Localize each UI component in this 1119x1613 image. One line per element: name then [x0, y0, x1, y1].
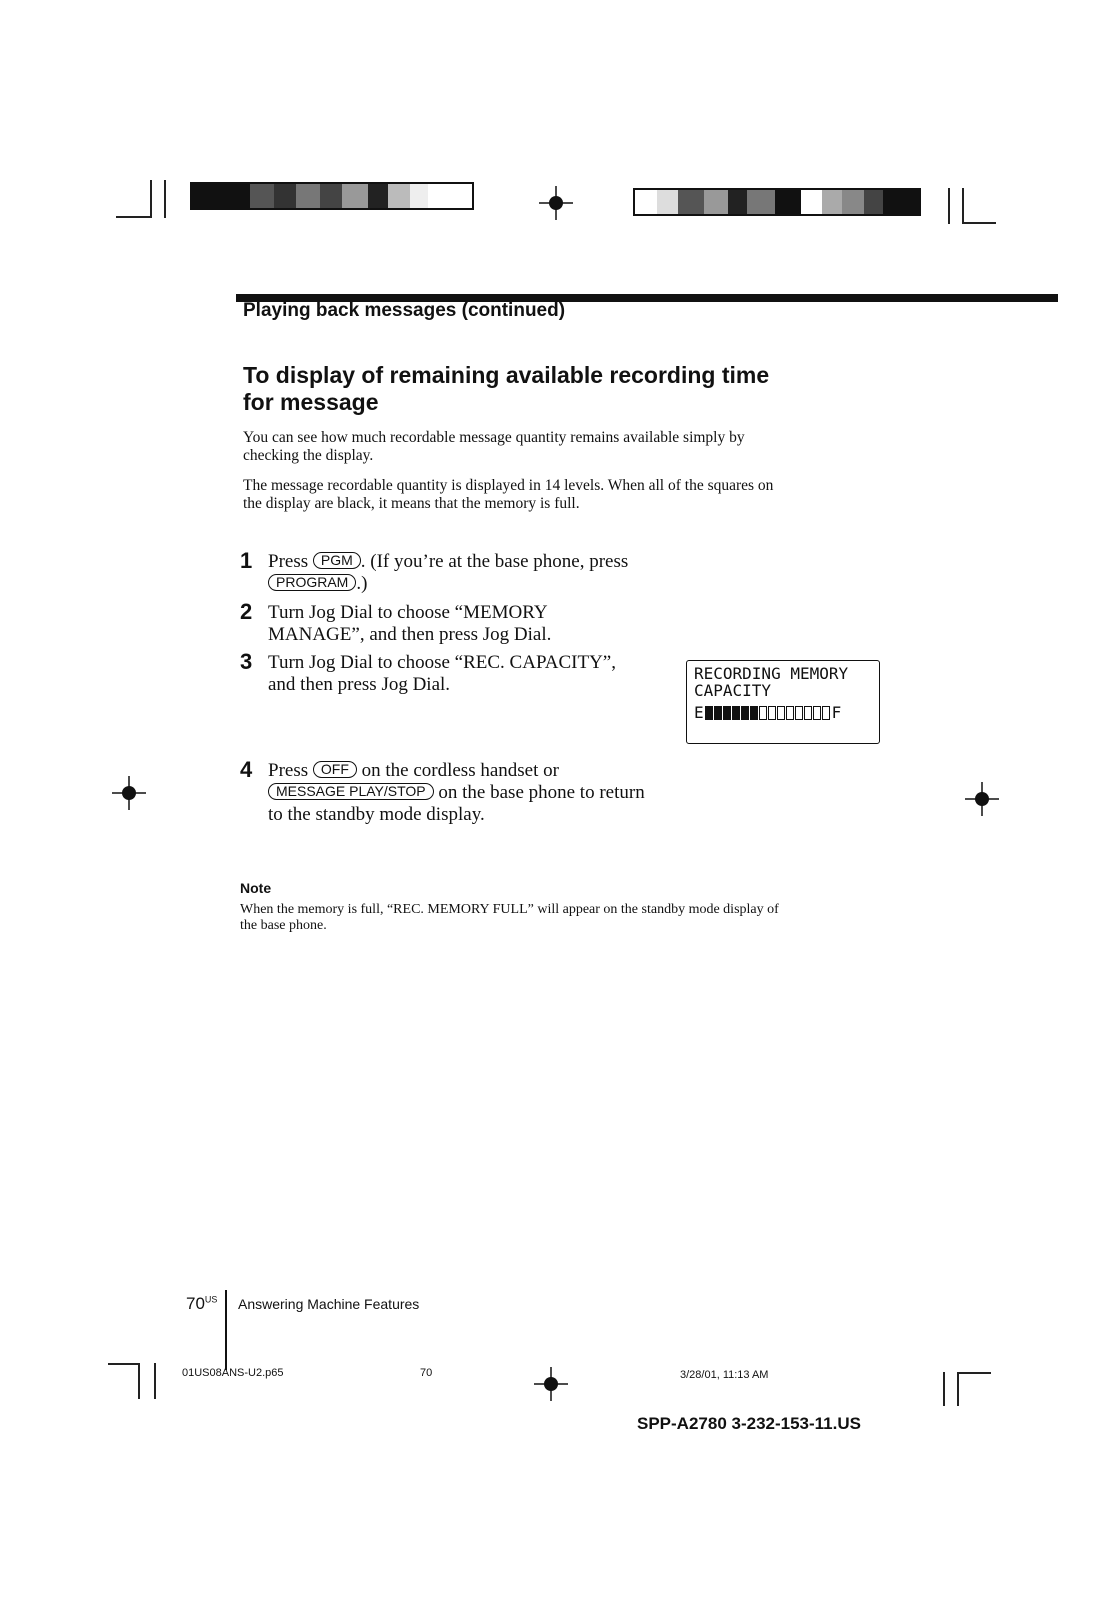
step-item [240, 599, 598, 646]
step-text: Turn Jog Dial to choose “REC. CAPACITY”, and then press Jog Dial. [268, 652, 616, 695]
pgm-key: PGM [313, 552, 361, 569]
off-key: OFF [313, 761, 357, 778]
intro-paragraph: You can see how much recordable message quantity remains available simply by checking the display. [243, 429, 745, 464]
crop-mark [116, 216, 150, 218]
step-number: 3 [240, 649, 253, 674]
meter-cell [732, 706, 740, 720]
note-text: When the memory is full, “REC. MEMORY FULL” will appear on the standby mode display of the base phone. [240, 902, 779, 933]
meter-cell [714, 706, 722, 720]
registration-target-icon [539, 186, 573, 220]
model-code: SPP-A2780 3-232-153-11.US [637, 1414, 861, 1433]
lcd-line-1: RECORDING MEMORY [694, 664, 849, 683]
step-text: on the cordless handset or [356, 760, 559, 781]
crop-mark [962, 188, 964, 224]
meter-cell [813, 706, 821, 720]
registration-bar-right [633, 188, 921, 216]
step-item [240, 757, 648, 826]
step-text: . (If you’re at the base phone, press [360, 551, 629, 572]
step-text: Turn Jog Dial to choose “MEMORY MANAGE”, and then press Jog Dial. [268, 602, 552, 645]
meter-cell [705, 706, 713, 720]
section-heading: Playing back messages (continued) [243, 300, 566, 321]
meter-cell [723, 706, 731, 720]
meter-cell [777, 706, 785, 720]
registration-target-icon [965, 782, 999, 816]
step-number: 4 [240, 757, 253, 782]
step-item [240, 548, 688, 595]
capacity-meter [694, 703, 841, 722]
step-text: Press [268, 760, 313, 781]
crop-mark [108, 1363, 138, 1365]
page-title: To display of remaining available recording time for message [243, 362, 770, 415]
meter-cell [786, 706, 794, 720]
step-number: 2 [240, 599, 253, 624]
crop-mark [957, 1372, 959, 1406]
step-item [240, 649, 648, 696]
crop-mark [154, 1363, 156, 1399]
lcd-display [686, 660, 880, 744]
lcd-line-2: CAPACITY [694, 681, 772, 700]
meter-cell [741, 706, 749, 720]
meter-cell [768, 706, 776, 720]
footer-page-small: 70 [420, 1367, 433, 1379]
crop-mark [957, 1372, 991, 1374]
crop-mark [150, 180, 152, 218]
message-play-stop-key: MESSAGE PLAY/STOP [268, 783, 434, 800]
crop-mark [164, 180, 166, 218]
meter-full-label: F [831, 703, 842, 722]
footer-section: Answering Machine Features [238, 1296, 420, 1312]
meter-cell [804, 706, 812, 720]
program-key: PROGRAM [268, 574, 356, 591]
page-number: $70^{US}$ [186, 1294, 218, 1313]
footer-timestamp: 3/28/01, 11:13 AM [680, 1369, 769, 1381]
note-heading: Note [240, 880, 272, 896]
footer-filename: 01US08ANS-U2.p65 [182, 1367, 284, 1379]
step-text: on the base phone to return to the standby mode display. [268, 782, 645, 825]
meter-cell [750, 706, 758, 720]
crop-mark [962, 222, 996, 224]
registration-target-icon [112, 776, 146, 810]
registration-target-icon [534, 1367, 568, 1401]
meter-cells [705, 706, 831, 720]
crop-mark [948, 188, 950, 224]
step-text: Press [268, 551, 313, 572]
meter-cell [795, 706, 803, 720]
crop-mark [943, 1372, 945, 1406]
meter-cell [822, 706, 830, 720]
crop-mark [138, 1363, 140, 1399]
step-number: 1 [240, 548, 253, 573]
step-text: .) [356, 573, 368, 594]
meter-cell [759, 706, 767, 720]
intro-paragraph: The message recordable quantity is displayed in 14 levels. When all of the squares on the display are black, it means that the memory is full. [243, 477, 774, 512]
meter-empty-label: E [694, 703, 704, 722]
footer-divider [225, 1290, 227, 1370]
registration-bar-left [190, 182, 474, 210]
